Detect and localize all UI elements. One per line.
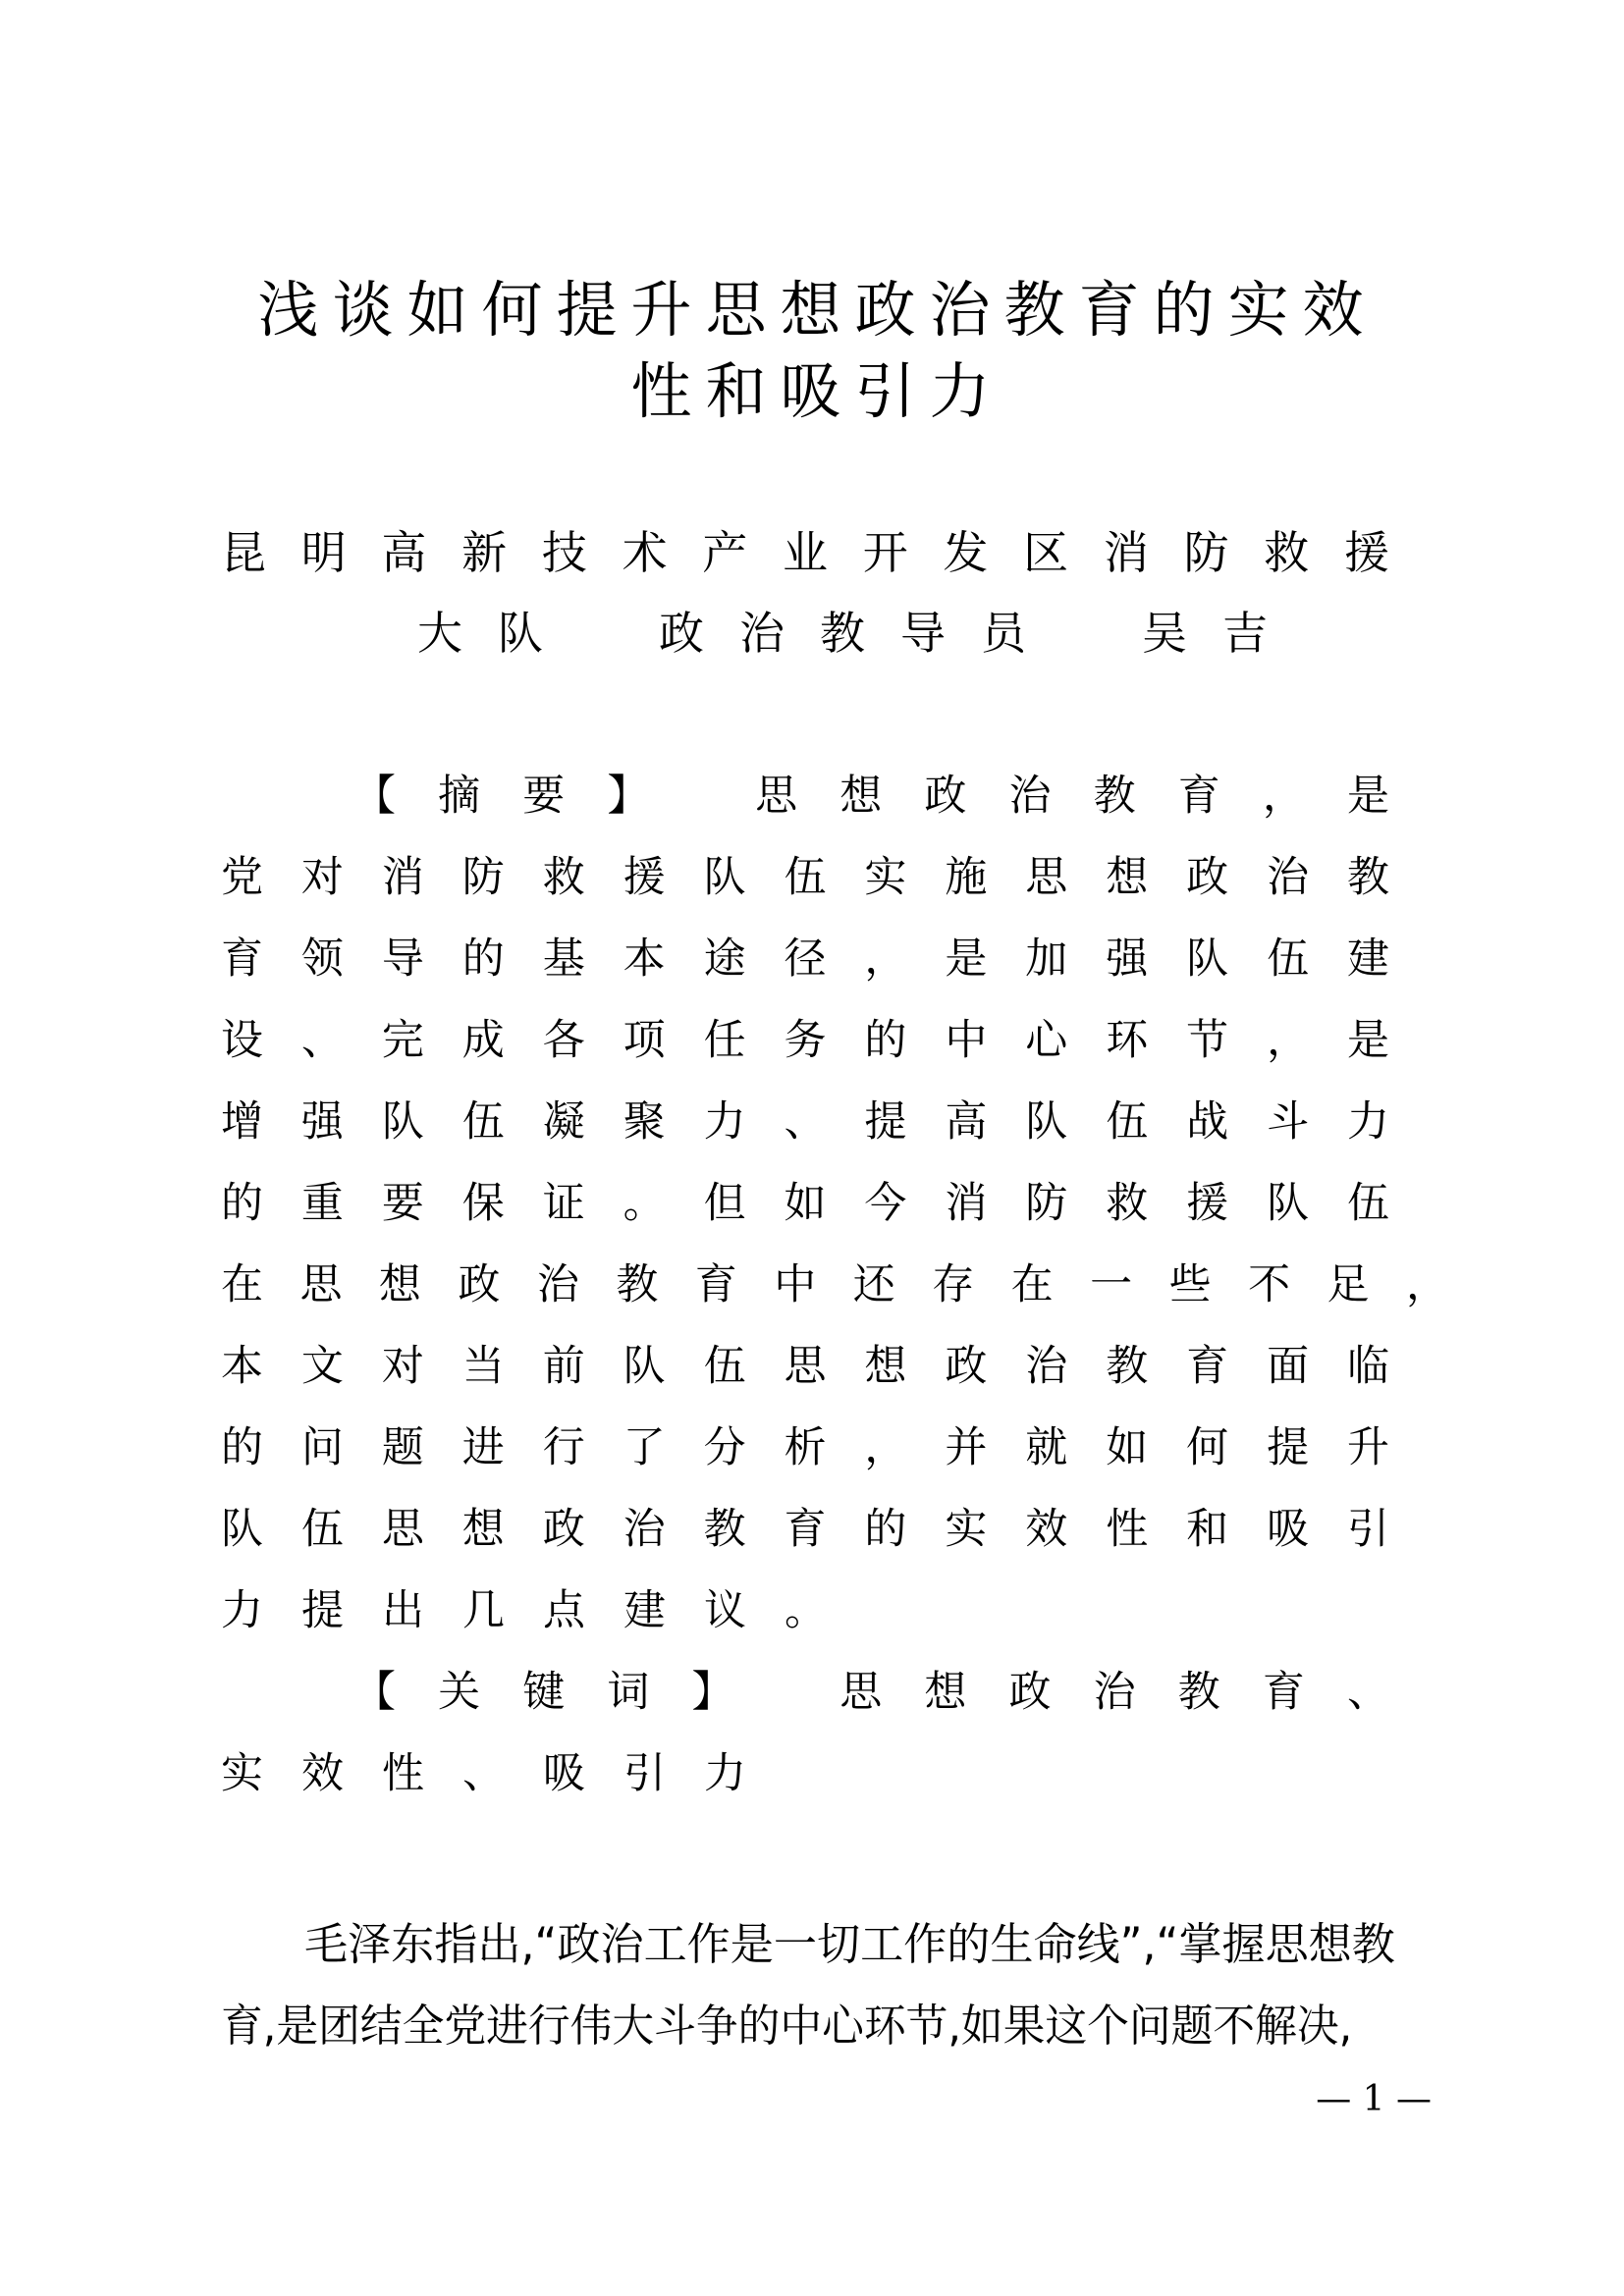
abstract-line: 本文对当前队伍思想政治教育面临: [221, 1342, 1389, 1391]
keywords-line: 实效性、吸引力: [221, 1749, 785, 1798]
keywords-line: 【关键词】 思想政治教育、: [353, 1668, 1389, 1717]
body-line: 育,是团结全党进行伟大斗争的中心环节,如果这个问题不解决,: [221, 2000, 1353, 2052]
author-line-2: 大队 政治教导员 吴吉: [417, 607, 1303, 660]
abstract-line: 党对消防救援队伍实施思想政治教: [221, 853, 1389, 902]
abstract-line: 育领导的基本途径，是加强队伍建: [221, 934, 1389, 984]
abstract-line: 的问题进行了分析，并就如何提升: [221, 1423, 1389, 1472]
abstract-line: 增强队伍凝聚力、提高队伍战斗力: [221, 1097, 1389, 1147]
abstract-line: 在思想政治教育中还存在一些不足，: [221, 1260, 1448, 1309]
title-line-1: 浅谈如何提升思想政治教育的实效: [257, 274, 1378, 346]
abstract-line: 设、完成各项任务的中心环节，是: [221, 1016, 1389, 1065]
abstract-line: 的重要保证。但如今消防救援队伍: [221, 1179, 1389, 1228]
abstract-line: 力提出几点建议。: [221, 1586, 865, 1635]
author-line-1: 昆明高新技术产业开发区消防救援: [221, 526, 1389, 579]
abstract-line: 队伍思想政治教育的实效性和吸引: [221, 1505, 1389, 1554]
title-line-2: 性和吸引力: [630, 355, 1004, 427]
page-number: — 1 —: [1316, 2079, 1432, 2119]
abstract-line: 【摘要】 思想政治教育，是: [353, 772, 1389, 821]
body-line: 毛泽东指出,“政治工作是一切工作的生命线”,“掌握思想教: [304, 1918, 1395, 1970]
